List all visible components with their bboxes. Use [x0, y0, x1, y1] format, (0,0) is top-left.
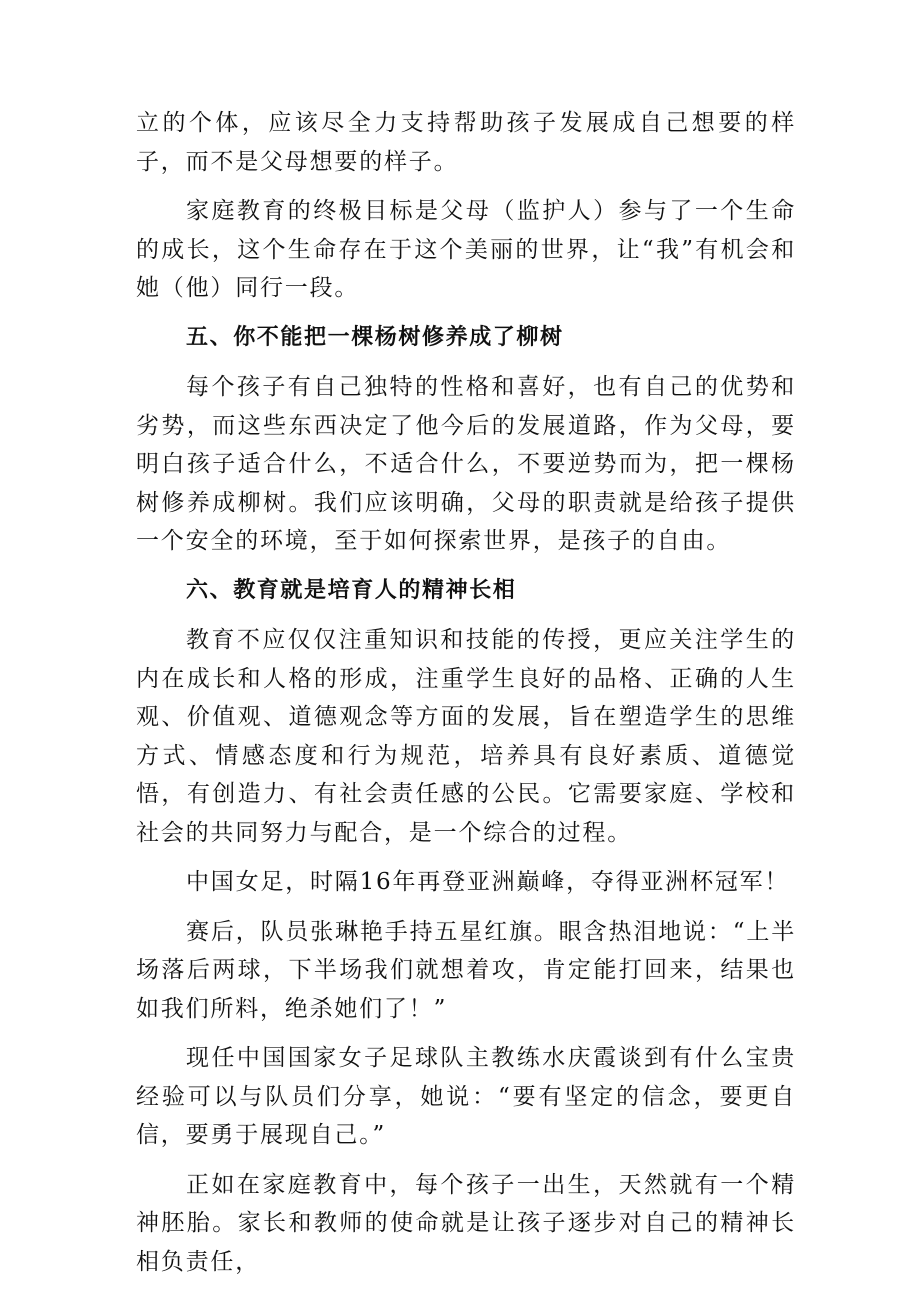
- paragraph-education-purpose: 教育不应仅仅注重知识和技能的传授，更应关注学生的内在成长和人格的形成，注重学生良好的品格、正确的人生观、价值观、道德观念等方面的发展，旨在塑造学生的思维方式、情感态度和行为规范，培养具有良好素质、道德觉悟，有创造力、有社会责任感的公民。它需要家庭、学校和社会的共同努力与配合，是一个综合的过程。: [136, 627, 796, 846]
- paragraph-continuation: 立的个体，应该尽全力支持帮助孩子发展成自己想要的样子，而不是父母想要的样子。: [136, 110, 796, 175]
- paragraph-family-education-goal: 家庭教育的终极目标是父母（监护人）参与了一个生命的成长，这个生命存在于这个美丽的世界，让“我”有机会和她（他）同行一段。: [136, 198, 796, 301]
- paragraph-player-quote: 赛后，队员张琳艳手持五星红旗。眼含热泪地说：“上半场落后两球，下半场我们就想着攻，肯定能打回来，结果也如我们所料，绝杀她们了！”: [136, 918, 796, 1022]
- section-heading-5: 五、你不能把一棵杨树修养成了柳树: [186, 324, 564, 350]
- paragraph-spiritual-embryo: 正如在家庭教育中，每个孩子一出生，天然就有一个精神胚胎。家长和教师的使命就是让孩子逐步对自己的精神长相负责任，: [136, 1171, 796, 1275]
- document-page: [136, 104, 796, 1292]
- paragraph-child-character: 每个孩子有自己独特的性格和喜好，也有自己的优势和劣势，而这些东西决定了他今后的发展道路，作为父母，要明白孩子适合什么，不适合什么，不要逆势而为，把一棵杨树修养成柳树。我们应该明确，父母的职责就是给孩子提供一个安全的环境，至于如何探索世界，是孩子的自由。: [136, 374, 796, 554]
- paragraph-coach-quote: 现任中国国家女子足球队主教练水庆霞谈到有什么宝贵经验可以与队员们分享，她说：“要有坚定的信念，要更自信，要勇于展现自己。”: [136, 1045, 796, 1148]
- paragraph-womens-football: 中国女足，时隔16年再登亚洲巅峰，夺得亚洲杯冠军！: [186, 869, 790, 895]
- section-heading-6: 六、教育就是培育人的精神长相: [186, 577, 517, 603]
